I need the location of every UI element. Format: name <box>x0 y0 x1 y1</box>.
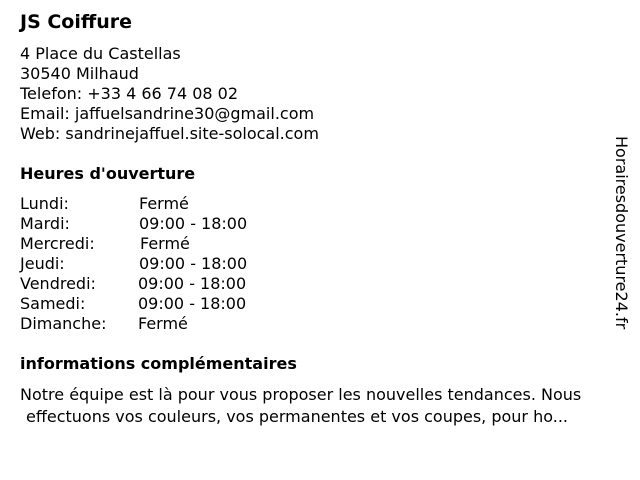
description-line-2: effectuons vos couleurs, vos permanentes et vos coupes, pour ho... <box>26 407 568 426</box>
hours-heading: Heures d'ouverture <box>20 164 196 183</box>
day-label: Mardi: <box>20 214 70 233</box>
address-line-1: 4 Place du Castellas <box>20 44 181 63</box>
day-label: Samedi: <box>20 294 86 313</box>
description-line-1: Notre équipe est là pour vous proposer les nouvelles tendances. Nous <box>20 385 582 404</box>
day-label: Vendredi: <box>20 274 96 293</box>
phone-number: Telefon: +33 4 66 74 08 02 <box>20 84 239 103</box>
day-hours: 09:00 - 18:00 <box>138 274 247 293</box>
day-label: Jeudi: <box>20 254 65 273</box>
day-label: Mercredi: <box>20 234 95 253</box>
day-hours: 09:00 - 18:00 <box>139 214 248 233</box>
day-hours: 09:00 - 18:00 <box>139 254 248 273</box>
address-line-2: 30540 Milhaud <box>20 64 139 83</box>
website-address: Web: sandrinejaffuel.site-solocal.com <box>20 124 319 143</box>
email-address: Email: jaffuelsandrine30@gmail.com <box>20 104 315 123</box>
day-hours: Fermé <box>140 234 190 253</box>
day-hours: 09:00 - 18:00 <box>138 294 247 313</box>
day-hours: Fermé <box>138 314 188 333</box>
day-label: Lundi: <box>20 194 69 213</box>
day-label: Dimanche: <box>20 314 107 333</box>
site-watermark: Horairesdouverture24.fr <box>612 136 631 330</box>
description-text <box>20 384 630 428</box>
business-name: JS Coiffure <box>20 11 133 33</box>
contact-block <box>20 44 319 144</box>
day-hours: Fermé <box>139 194 189 213</box>
info-heading: informations complémentaires <box>20 354 297 373</box>
